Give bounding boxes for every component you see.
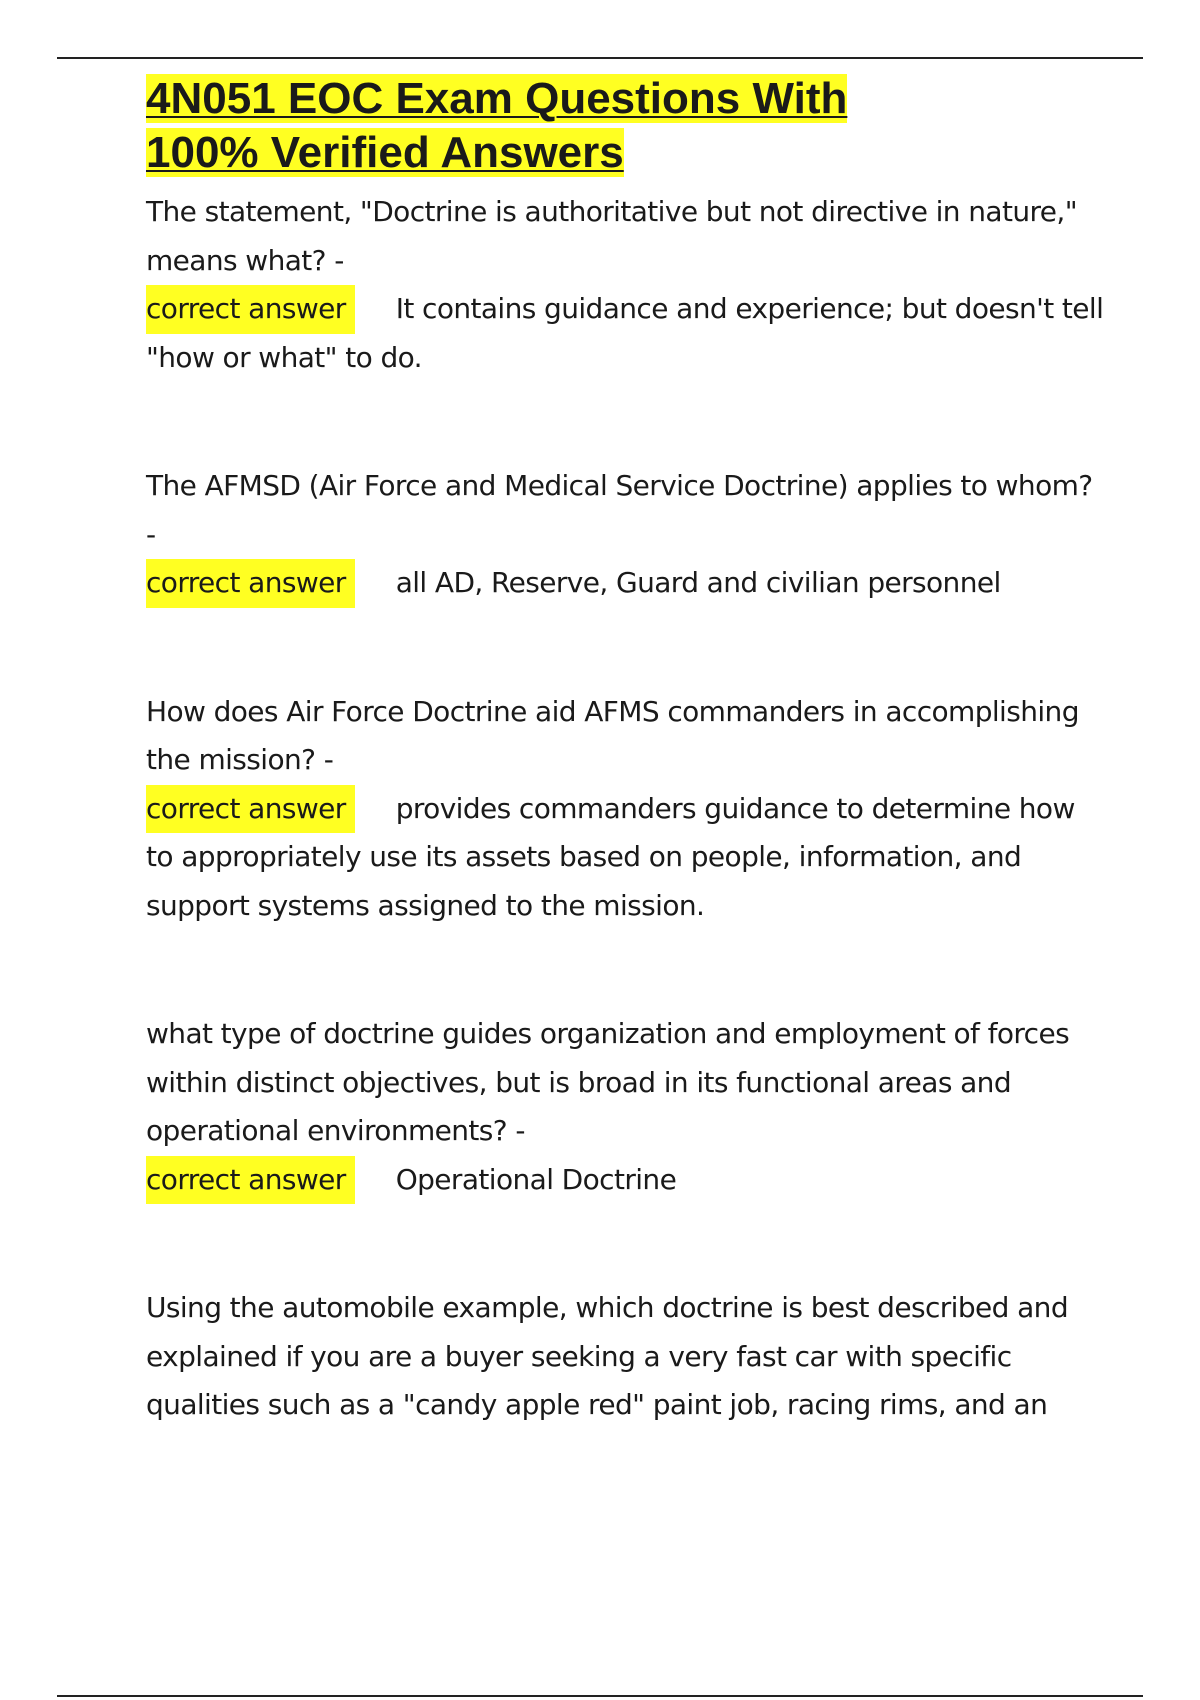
title-line-2: 100% Verified Answers bbox=[146, 128, 624, 177]
bottom-divider bbox=[57, 1695, 1143, 1697]
qa-item-1 bbox=[146, 188, 1106, 382]
correct-answer-label: correct answer bbox=[146, 559, 355, 608]
document-title bbox=[146, 72, 1106, 180]
answer-block bbox=[146, 1156, 1106, 1205]
correct-answer-label: correct answer bbox=[146, 785, 355, 834]
question-text: The AFMSD (Air Force and Medical Service Doctrine) applies to whom? - bbox=[146, 469, 1093, 551]
answer-block bbox=[146, 285, 1106, 382]
answer-text: provides commanders guidance to determine how to appropriately use its assets based on people, information, and support systems assigned to the mission. bbox=[146, 791, 1075, 922]
top-divider bbox=[57, 57, 1143, 59]
qa-item-4 bbox=[146, 1010, 1106, 1204]
question-text: Using the automobile example, which doctrine is best described and explained if you are a buyer seeking a very fast car with specific qualities such as a "candy apple red" paint job, racing rims, and an bbox=[146, 1291, 1068, 1421]
question-text: what type of doctrine guides organization and employment of forces within distinct objectives, but is broad in its functional areas and operational environments? - bbox=[146, 1017, 1070, 1147]
qa-item-2 bbox=[146, 462, 1106, 608]
qa-item-5 bbox=[146, 1284, 1106, 1430]
question-text: How does Air Force Doctrine aid AFMS commanders in accomplishing the mission? - bbox=[146, 694, 1079, 776]
answer-text: all AD, Reserve, Guard and civilian personnel bbox=[395, 566, 1001, 599]
document-body bbox=[146, 72, 1106, 1430]
title-line-1: 4N051 EOC Exam Questions With bbox=[146, 74, 848, 123]
answer-block bbox=[146, 559, 1106, 608]
correct-answer-label: correct answer bbox=[146, 1156, 355, 1205]
answer-text: Operational Doctrine bbox=[395, 1162, 677, 1196]
answer-block bbox=[146, 785, 1106, 931]
correct-answer-label: correct answer bbox=[146, 285, 355, 334]
qa-item-3 bbox=[146, 688, 1106, 931]
answer-text: It contains guidance and experience; but doesn't tell "how or what" to do. bbox=[146, 292, 1104, 374]
question-text: The statement, "Doctrine is authoritative but not directive in nature," means what? - bbox=[146, 195, 1077, 277]
